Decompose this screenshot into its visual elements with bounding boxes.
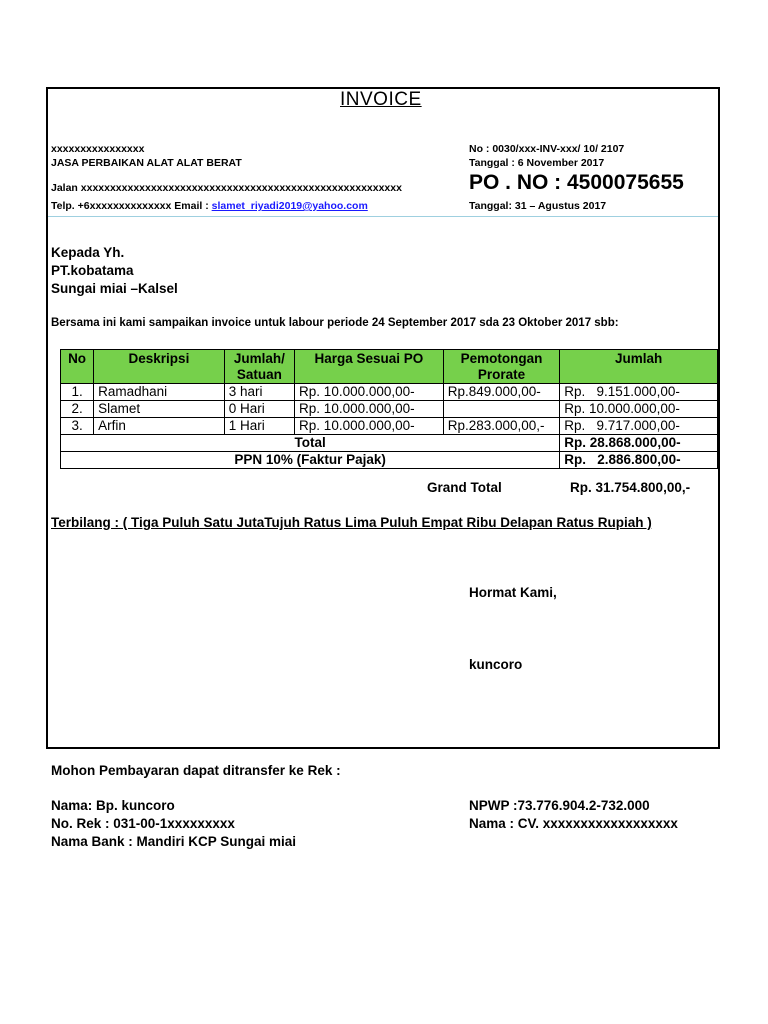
cell-deskripsi: Arfin <box>94 418 225 435</box>
bank-name: Nama Bank : Mandiri KCP Sungai miai <box>51 834 297 849</box>
invoice-date: Tanggal : 6 November 2017 <box>469 157 605 169</box>
col-header-jumlah: Jumlah <box>560 350 718 384</box>
total-value: Rp. 28.868.000,00- <box>560 435 718 452</box>
signature-name: kuncoro <box>469 657 523 672</box>
cell-pemotongan <box>443 401 560 418</box>
cell-harga: Rp. 10.000.000,00- <box>295 418 444 435</box>
recipient-company: PT.kobatama <box>51 263 134 278</box>
po-number: PO . NO : 4500075655 <box>469 171 684 194</box>
table-row <box>61 401 718 418</box>
amount-in-words: Terbilang : ( Tiga Puluh Satu JutaTujuh Ratus Lima Puluh Empat Ribu Delapan Ratus Rupiah ) <box>51 515 652 530</box>
grand-total-label: Grand Total <box>427 480 502 495</box>
intro-text: Bersama ini kami sampaikan invoice untuk labour periode 24 September 2017 sda 23 Oktober 2017 sbb: <box>51 317 619 329</box>
cell-harga: Rp. 10.000.000,00- <box>295 384 444 401</box>
cell-harga: Rp. 10.000.000,00- <box>295 401 444 418</box>
total-row <box>61 435 718 452</box>
cell-jumlah: Rp. 9.717.000,00- <box>560 418 718 435</box>
invoice-table <box>60 349 718 469</box>
col-header-pemotongan: Pemotongan Prorate <box>443 350 560 384</box>
recipient-location: Sungai miai –Kalsel <box>51 281 178 296</box>
po-date: Tanggal: 31 – Agustus 2017 <box>469 200 607 212</box>
cell-jumlah: Rp. 9.151.000,00- <box>560 384 718 401</box>
account-number: No. Rek : 031-00-1xxxxxxxxx <box>51 816 235 831</box>
grand-total-value: Rp. 31.754.800,00,- <box>570 480 691 495</box>
col-header-harga: Harga Sesuai PO <box>295 350 444 384</box>
ppn-row <box>61 452 718 469</box>
payment-heading: Mohon Pembayaran dapat ditransfer ke Rek : <box>51 763 341 778</box>
sender-contact <box>51 200 368 212</box>
table-header-row <box>61 350 718 384</box>
col-header-deskripsi: Deskripsi <box>94 350 225 384</box>
cell-deskripsi: Slamet <box>94 401 225 418</box>
header-divider <box>48 216 718 217</box>
cell-jumlah: Rp. 10.000.000,00- <box>560 401 718 418</box>
table-row <box>61 418 718 435</box>
sender-email-link[interactable]: slamet_riyadi2019@yahoo.com <box>211 200 368 212</box>
company-name: Nama : CV. xxxxxxxxxxxxxxxxxx <box>469 816 678 831</box>
total-label: Total <box>61 435 560 452</box>
cell-no: 2. <box>61 401 94 418</box>
signature-greeting: Hormat Kami, <box>469 585 557 600</box>
npwp-number: NPWP :73.776.904.2-732.000 <box>469 798 650 813</box>
table-row <box>61 384 718 401</box>
sender-business: JASA PERBAIKAN ALAT ALAT BERAT <box>51 157 242 169</box>
cell-no: 3. <box>61 418 94 435</box>
col-header-jumlah-satuan: Jumlah/ Satuan <box>224 350 294 384</box>
cell-pemotongan: Rp.283.000,00,- <box>443 418 560 435</box>
account-holder: Nama: Bp. kuncoro <box>51 798 175 813</box>
sender-address: Jalan xxxxxxxxxxxxxxxxxxxxxxxxxxxxxxxxxxxxxxxxxxxxxxxxxxxxxxx <box>51 182 402 194</box>
cell-no: 1. <box>61 384 94 401</box>
invoice-title: INVOICE <box>340 89 422 110</box>
cell-satuan: 1 Hari <box>224 418 294 435</box>
sender-name: xxxxxxxxxxxxxxxx <box>51 143 145 155</box>
cell-satuan: 0 Hari <box>224 401 294 418</box>
cell-deskripsi: Ramadhani <box>94 384 225 401</box>
ppn-value: Rp. 2.886.800,00- <box>560 452 718 469</box>
sender-phone: Telp. +6xxxxxxxxxxxxxx Email : <box>51 200 212 212</box>
cell-pemotongan: Rp.849.000,00- <box>443 384 560 401</box>
col-header-no: No <box>61 350 94 384</box>
invoice-number: No : 0030/xxx-INV-xxx/ 10/ 2107 <box>469 143 625 155</box>
recipient-salutation: Kepada Yh. <box>51 245 125 260</box>
cell-satuan: 3 hari <box>224 384 294 401</box>
ppn-label: PPN 10% (Faktur Pajak) <box>61 452 560 469</box>
